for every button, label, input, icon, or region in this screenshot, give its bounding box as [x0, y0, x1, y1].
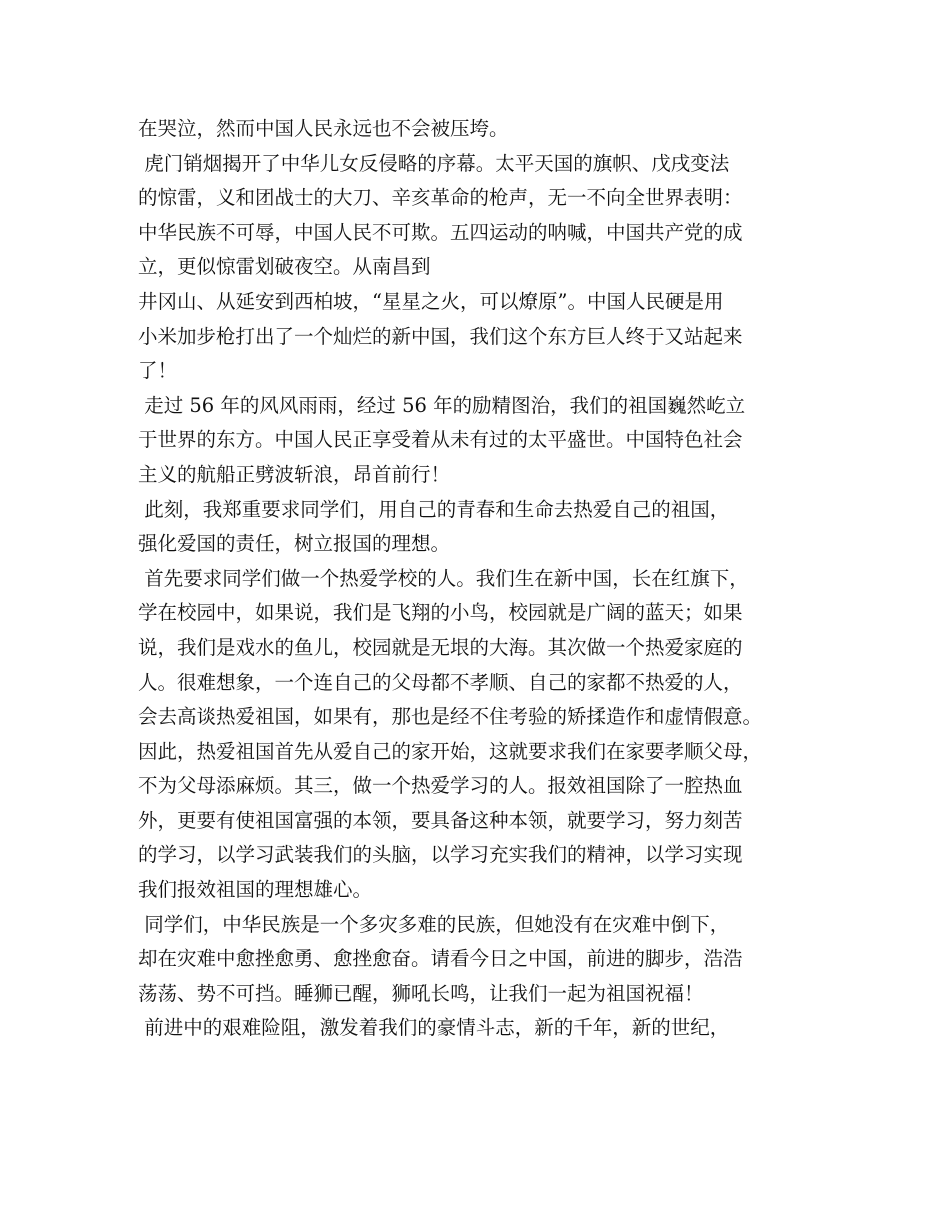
text-line: 前进中的艰难险阻，激发着我们的豪情斗志，新的千年，新的世纪，: [138, 1016, 730, 1040]
text-line: 说，我们是戏水的鱼儿，校园就是无垠的大海。其次做一个热爱家庭的: [138, 635, 743, 659]
text-line: 中华民族不可辱，中国人民不可欺。五四运动的呐喊，中国共产党的成: [138, 220, 743, 244]
text-line: 于世界的东方。中国人民正享受着从未有过的太平盛世。中国特色社会: [138, 428, 743, 452]
text-line: 因此，热爱祖国首先从爱自己的家开始，这就要求我们在家要孝顺父母，: [138, 739, 763, 763]
text-line: 人。很难想象，一个连自己的父母都不孝顺、自己的家都不热爱的人，: [138, 670, 743, 694]
text-line: 不为父母添麻烦。其三，做一个热爱学习的人。报效祖国除了一腔热血: [138, 774, 743, 798]
text-line: 立，更似惊雷划破夜空。从南昌到: [138, 255, 431, 279]
text-line: 走过 56 年的风风雨雨，经过 56 年的励精图治，我们的祖国巍然屹立: [138, 393, 746, 417]
text-line: 我们报效祖国的理想雄心。: [138, 878, 373, 902]
text-line: 在哭泣，然而中国人民永远也不会被压垮。: [138, 117, 509, 140]
text-line: 却在灾难中愈挫愈勇、愈挫愈奋。请看今日之中国，前进的脚步，浩浩: [138, 947, 743, 971]
text-line: 荡荡、势不可挡。睡狮已醒，狮吼长鸣，让我们一起为祖国祝福！: [138, 981, 704, 1005]
document-body: [138, 112, 838, 1046]
text-line: 首先要求同学们做一个热爱学校的人。我们生在新中国，长在红旗下，: [138, 566, 749, 590]
text-line: 会去高谈热爱祖国，如果有，那也是经不住考验的矫揉造作和虚情假意。: [138, 705, 763, 729]
text-line: 主义的航船正劈波斩浪，昂首前行！: [138, 462, 451, 486]
text-line: 井冈山、从延安到西柏坡，“星星之火，可以燎原”。中国人民硬是用: [138, 289, 724, 313]
text-line: 学在校园中，如果说，我们是飞翔的小鸟，校园就是广阔的蓝天；如果: [138, 601, 743, 625]
text-line: 虎门销烟揭开了中华儿女反侵略的序幕。太平天国的旗帜、戊戌变法: [138, 151, 730, 175]
text-line: 外，更要有使祖国富强的本领，要具备这种本领，就要学习，努力刻苦: [138, 808, 743, 832]
text-line: 此刻，我郑重要求同学们，用自己的青春和生命去热爱自己的祖国，: [138, 497, 730, 521]
text-line: 小米加步枪打出了一个灿烂的新中国，我们这个东方巨人终于又站起来: [138, 324, 743, 348]
text-line: 的惊雷，义和团战士的大刀、辛亥革命的枪声，无一不向全世界表明：: [138, 186, 743, 210]
text-line: 强化爱国的责任，树立报国的理想。: [138, 532, 451, 556]
text-line: 同学们，中华民族是一个多灾多难的民族，但她没有在灾难中倒下，: [138, 912, 730, 936]
text-line: 的学习，以学习武装我们的头脑，以学习充实我们的精神，以学习实现: [138, 843, 743, 867]
text-line: 了！: [138, 359, 178, 383]
